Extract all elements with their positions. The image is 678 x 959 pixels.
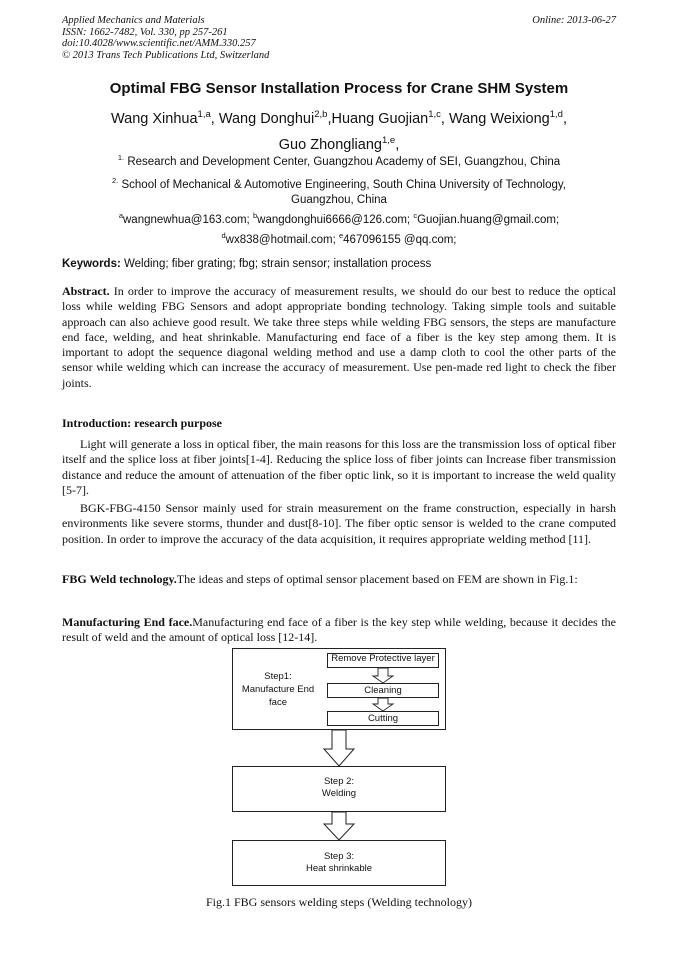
online-date: Online: 2013-06-27 bbox=[532, 15, 616, 26]
email-b: wangdonghui6666@126.com; bbox=[257, 213, 411, 226]
journal-name: Applied Mechanics and Materials bbox=[62, 15, 205, 26]
abstract: Abstract. In order to improve the accuracy of measurement results, we should do our best to reduce the optical loss while welding FBG Sensors and adopt appropriate bonding technology. Taking simple tools and suitable approach can also achieve good result. We take three steps while welding FBG sensors, the steps are manufacture end face, welding, and heat shrinkable. Manufacturing end face of a fiber is the key step among them. It is important to adopt the sequence diagonal welding method and use a damp cloth to cool the other parts of the sensor while welding which can increase the accuracy of measurement. Use pen-made red light to check the fiber joints. bbox=[62, 284, 617, 390]
section-heading-introduction: Introduction: research purpose bbox=[62, 416, 223, 430]
author: Wang Weixiong$^{1,d}$, bbox=[448, 109, 567, 127]
step2-box: Step 2: Welding bbox=[232, 766, 446, 812]
intro-paragraph-1: Light will generate a loss in optical fiber, the main reasons for this loss are the transmission loss of optical fiber itself and the splice loss at fiber joints[1-4]. Reducing the splice loss of fiber joints can Increase fiber transmission distance and reduce the amount of attenuation of the fiber optic link, so it is important to increase the weld quality [5-7]. bbox=[62, 437, 616, 497]
flow-arrows bbox=[232, 648, 446, 888]
substep-cutting: Cutting bbox=[327, 711, 439, 726]
author: Guo Zhongliang$^{1,e}$, bbox=[278, 134, 400, 153]
affiliation-1: $^{1.}$ Research and Development Center, Guangzhou Academy of SEI, Guangzhou, China bbox=[117, 153, 561, 168]
author-emails: $^a$wangnewhua@163.com; $^b$wangdonghui6666@126.com; $^c$Guojian.huang@gmail.com; $^d$wx838@hotmail.com; $^e$467096155 @qq.com; bbox=[118, 211, 560, 247]
intro-paragraph-2: BGK-FBG-4150 Sensor mainly used for strain measurement on the frame construction, especially in harsh environments like severe storms, thunder and dust[8-10]. The fiber optic sensor is welded to the crane computed position. In order to improve the accuracy of the data acquisition, it requires appropriate welding method [11]. bbox=[62, 501, 616, 546]
step1-label: Step1: Manufacture End face bbox=[241, 671, 315, 708]
paper-title: Optimal FBG Sensor Installation Process for Crane SHM System bbox=[109, 80, 569, 97]
down-arrow-1 bbox=[324, 730, 354, 766]
keywords: Keywords: Welding; fiber grating; fbg; strain sensor; installation process bbox=[62, 258, 432, 270]
small-arrow-2 bbox=[373, 698, 393, 711]
doi: doi:10.4028/www.scientific.net/AMM.330.257 bbox=[62, 38, 256, 49]
step3-box: Step 3: Heat shrinkable bbox=[232, 840, 446, 886]
author-list bbox=[40, 104, 638, 156]
issn: ISSN: 1662-7482, Vol. 330, pp 257-261 bbox=[62, 26, 228, 38]
email-d: wx838@hotmail.com; bbox=[225, 234, 336, 247]
author: Huang Guojian$^{1,c}$, bbox=[331, 109, 449, 127]
substep-remove-layer: Remove Protective layer bbox=[327, 653, 439, 668]
author: Wang Xinhua$^{1,a}$, bbox=[111, 109, 219, 127]
email-e: 467096155 @qq.com; bbox=[343, 234, 457, 247]
substep-cleaning: Cleaning bbox=[327, 683, 439, 698]
end-face-paragraph: Manufacturing End face.Manufacturing end face of a fiber is the key step while welding, because it decides the result of weld and the amount of optical loss [12-14]. bbox=[62, 615, 616, 645]
copyright: © 2013 Trans Tech Publications Ltd, Switzerland bbox=[62, 49, 270, 61]
journal-header bbox=[62, 15, 269, 61]
down-arrow-2 bbox=[324, 812, 354, 840]
small-arrow-1 bbox=[373, 668, 393, 683]
weld-technology-paragraph: FBG Weld technology.The ideas and steps of optimal sensor placement based on FEM are shown in Fig.1: bbox=[62, 572, 578, 586]
welding-steps-flowchart bbox=[232, 648, 446, 888]
email-c: Guojian.huang@gmail.com; bbox=[417, 213, 560, 226]
author: Wang Donghui$^{2,b}$, bbox=[218, 109, 332, 127]
affiliation-2: $^{2.}$ School of Mechanical & Automotive Engineering, South China University of Technology, Guangzhou, China bbox=[112, 176, 566, 207]
email-a: wangnewhua@163.com; bbox=[123, 213, 250, 226]
figure-caption: Fig.1 FBG sensors welding steps (Welding technology) bbox=[205, 895, 472, 909]
